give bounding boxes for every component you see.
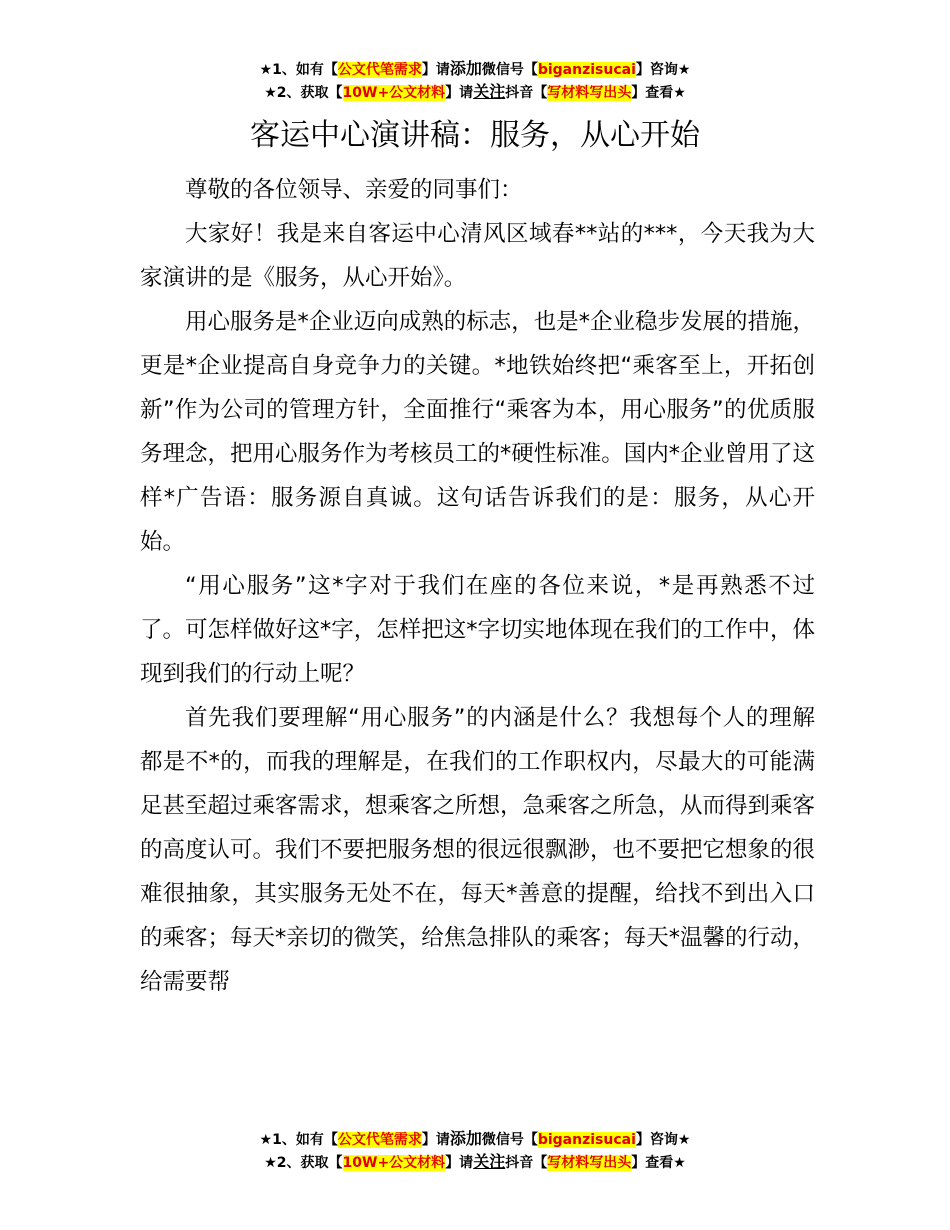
- promo-wechat-id: biganzisucai: [537, 62, 636, 78]
- paragraph: “用心服务”这*字对于我们在座的各位来说，*是再熟悉不过了。可怎样做好这*字，怎样把这*字切实地体现在我们的工作中，体现到我们的行动上呢？: [140, 573, 816, 687]
- promo-text: ★1、如有【: [259, 1132, 338, 1148]
- promo-douyin-id: 写材料写出头: [547, 85, 632, 101]
- promo-emphasis: 添加: [449, 59, 482, 78]
- promo-line-1: [0, 58, 950, 81]
- paragraph: 大家好！我是来自客运中心清风区域春**站的***，今天我为大家演讲的是《服务，从心开始》。: [140, 221, 815, 291]
- promo-text: 抖音【: [505, 1155, 548, 1171]
- promo-text: 】咨询★: [635, 1132, 691, 1148]
- promo-highlight: 10W+公文材料: [342, 1155, 446, 1171]
- top-promo-banner: [0, 58, 950, 104]
- promo-douyin-id: 写材料写出头: [547, 1155, 632, 1171]
- promo-text: ★1、如有【: [259, 62, 338, 78]
- paragraph: 用心服务是*企业迈向成熟的标志，也是*企业稳步发展的措施，更是*企业提高自身竞争力的关键。*地铁始终把“乘客至上，开拓创新”作为公司的管理方针，全面推行“乘客为本，用心服务”的优质服务理念，把用心服务作为考核员工的*硬性标准。国内*企业曾用了这样*广告语：服务源自真诚。这句话告诉我们的是：服务，从心开始。: [140, 309, 816, 555]
- promo-wechat-id: biganzisucai: [537, 1132, 636, 1148]
- promo-highlight: 公文代笔需求: [337, 62, 422, 78]
- promo-highlight: 公文代笔需求: [337, 1132, 422, 1148]
- promo-text: 微信号【: [481, 62, 538, 78]
- promo-text: 】请: [445, 85, 474, 101]
- promo-text: ★2、获取【: [264, 1155, 343, 1171]
- document-body: [140, 168, 815, 1004]
- promo-text: 】请: [445, 1155, 474, 1171]
- promo-text: 】咨询★: [635, 62, 691, 78]
- promo-emphasis: 添加: [449, 1129, 482, 1148]
- promo-text: 】查看★: [631, 1155, 686, 1171]
- promo-text: 微信号【: [481, 1132, 538, 1148]
- promo-text: ★2、获取【: [264, 85, 343, 101]
- paragraph: 首先我们要理解“用心服务”的内涵是什么？我想每个人的理解都是不*的，而我的理解是，在我们的工作职权内，尽最大的可能满足甚至超过乘客需求，想乘客之所想，急乘客之所急，从而得到乘客的高度认可。我们不要把服务想的很远很飘渺，也不要把它想象的很难很抽象，其实服务无处不在，每天*善意的提醒，给找不到出入口的乘客；每天*亲切的微笑，给焦急排队的乘客；每天*温馨的行动，给需要帮: [140, 705, 816, 995]
- promo-text: 抖音【: [505, 85, 548, 101]
- promo-text: 】请: [421, 1132, 450, 1148]
- bottom-promo-banner: [0, 1128, 950, 1174]
- promo-text: 】查看★: [631, 85, 686, 101]
- promo-line-2: [0, 81, 950, 104]
- promo-line-1: [0, 1128, 950, 1151]
- promo-emphasis: 关注: [473, 82, 506, 101]
- promo-emphasis: 关注: [473, 1152, 506, 1171]
- promo-text: 】请: [421, 62, 450, 78]
- paragraph-salutation: 尊敬的各位领导、亲爱的同事们：: [185, 177, 523, 203]
- promo-highlight: 10W+公文材料: [342, 85, 446, 101]
- page-title: 客运中心演讲稿：服务，从心开始: [250, 118, 700, 153]
- promo-line-2: [0, 1151, 950, 1174]
